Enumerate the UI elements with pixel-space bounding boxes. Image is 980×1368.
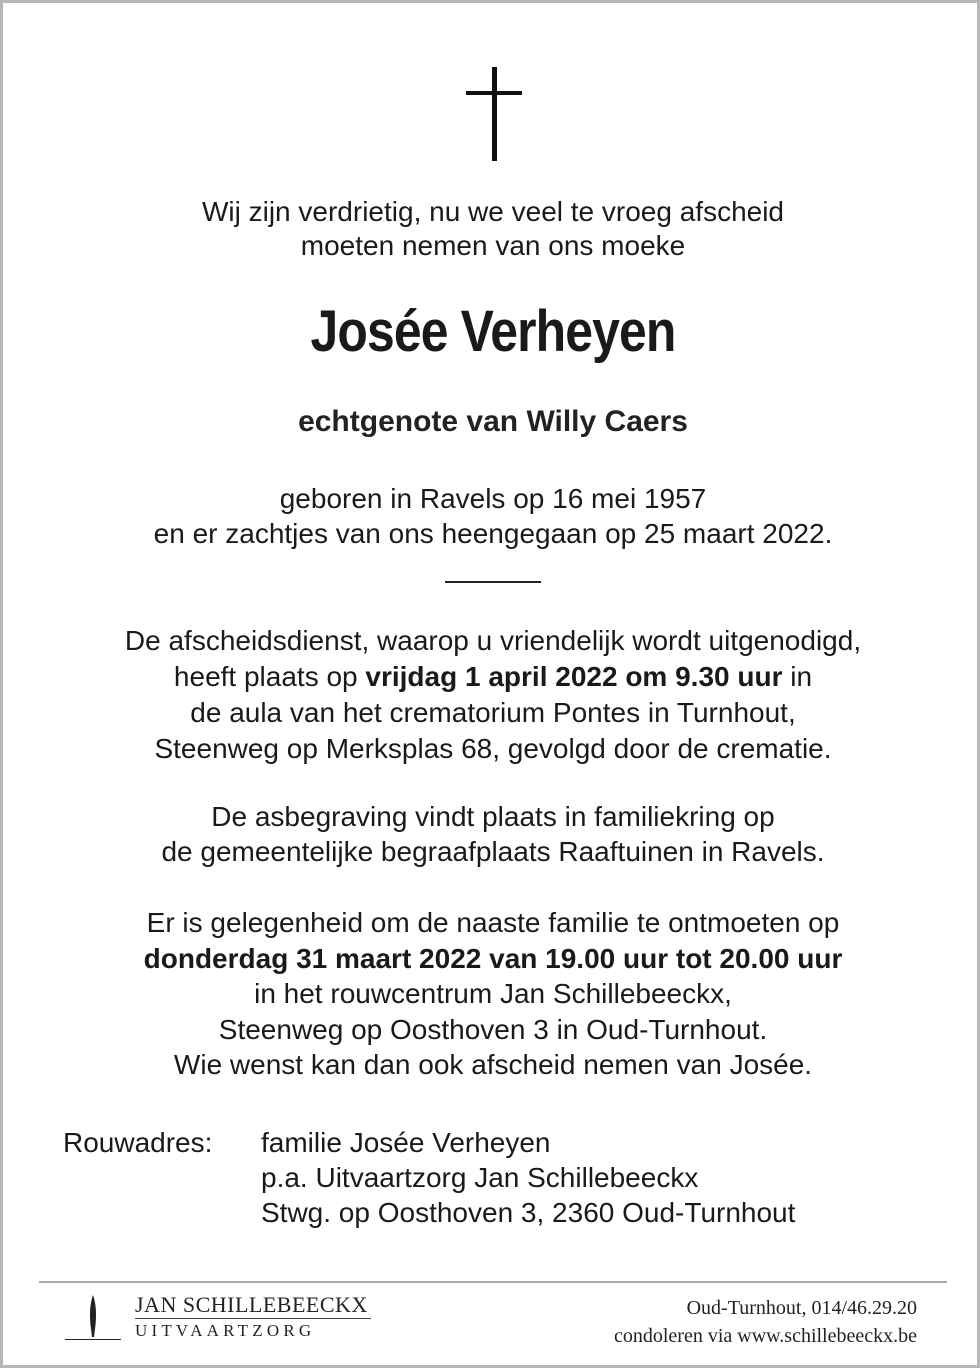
meeting-line: Er is gelegenheid om de naaste familie te ontmoeten op xyxy=(146,907,840,938)
logo-name: JAN SCHILLEBEECKX xyxy=(135,1292,368,1317)
contact-website[interactable]: condoleren via www.schillebeeckx.be xyxy=(613,1325,917,1347)
intro-line: Wij zijn verdrietig, nu we veel te vroeg afscheid xyxy=(201,196,785,227)
footer-divider xyxy=(39,1281,947,1283)
service-line: de aula van het crematorium Pontes in Turnhout, xyxy=(190,697,796,728)
contact-info xyxy=(614,1294,917,1350)
meeting-line: in het rouwcentrum Jan Schillebeeckx, xyxy=(254,978,732,1009)
deceased-name: Josée Verheyen xyxy=(310,299,676,364)
address-line: p.a. Uitvaartzorg Jan Schillebeeckx xyxy=(261,1162,699,1193)
meeting-datetime: donderdag 31 maart 2022 van 19.00 uur tot 20.00 uur xyxy=(143,942,843,974)
meeting-line: Wie wenst kan dan ook afscheid nemen van Josée. xyxy=(173,1049,813,1080)
contact-phone: Oud-Turnhout, 014/46.29.20 xyxy=(686,1297,917,1319)
service-line: De afscheidsdienst, waarop u vriendelijk wordt uitgenodigd, xyxy=(124,625,862,656)
address-label: Rouwadres: xyxy=(63,1127,213,1158)
divider xyxy=(445,581,541,583)
service-datetime: vrijdag 1 april 2022 om 9.30 uur xyxy=(365,661,783,692)
intro-text xyxy=(3,195,980,263)
meeting-line: Steenweg op Oosthoven 3 in Oud-Turnhout. xyxy=(218,1013,768,1045)
burial-line: de gemeentelijke begraafplaats Raaftuinen in Ravels. xyxy=(161,836,825,867)
cypress-tree-icon xyxy=(65,1293,121,1343)
meeting-info xyxy=(3,905,980,1083)
burial-line: De asbegraving vindt plaats in familiekring op xyxy=(211,801,775,832)
intro-line: moeten nemen van ons moeke xyxy=(300,230,686,261)
logo-subtitle: UITVAARTZORG xyxy=(135,1321,316,1340)
address-lines xyxy=(261,1125,795,1230)
service-info xyxy=(3,623,980,767)
service-line: Steenweg op Merksplas 68, gevolgd door de crematie. xyxy=(154,733,832,764)
spouse-line: echtgenote van Willy Caers xyxy=(298,405,688,438)
burial-info xyxy=(3,799,980,869)
address-line: Stwg. op Oosthoven 3, 2360 Oud-Turnhout xyxy=(261,1197,796,1228)
life-dates xyxy=(3,481,980,551)
death-line: en er zachtjes van ons heengegaan op 25 maart 2022. xyxy=(153,518,833,549)
birth-line: geboren in Ravels op 16 mei 1957 xyxy=(279,483,707,514)
cross-icon xyxy=(466,67,522,161)
logo-divider xyxy=(135,1318,371,1319)
service-line: heeft plaats op vrijdag 1 april 2022 om 9.30 uur in xyxy=(173,661,813,692)
address-line: familie Josée Verheyen xyxy=(261,1127,551,1158)
